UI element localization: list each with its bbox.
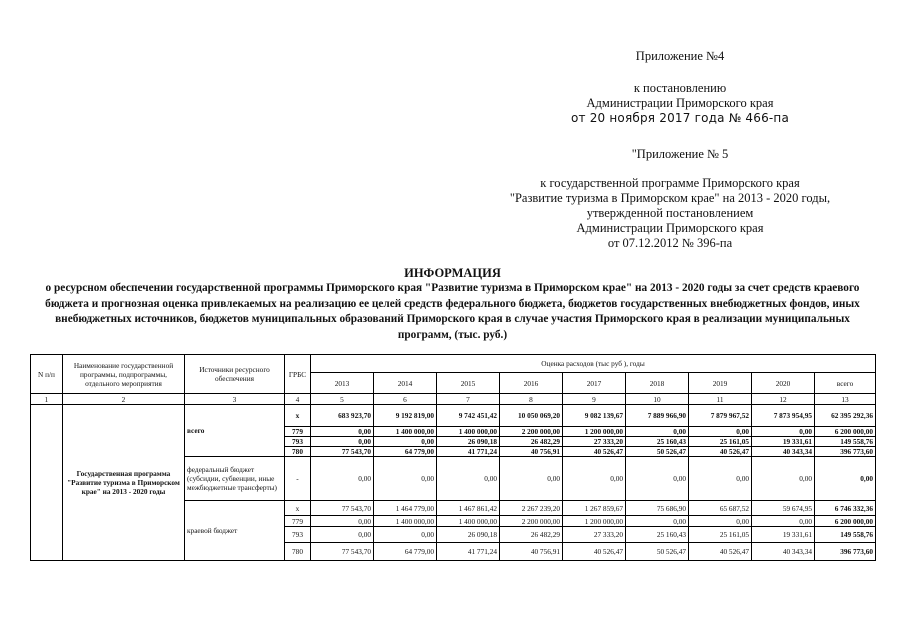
value-cell: 59 674,95 xyxy=(752,501,815,516)
value-cell: 9 742 451,42 xyxy=(437,405,500,427)
value-cell: 2 267 239,20 xyxy=(500,501,563,516)
value-cell: 26 090,18 xyxy=(437,527,500,543)
value-cell: 1 400 000,00 xyxy=(437,516,500,527)
value-cell: 0,00 xyxy=(689,427,752,437)
value-cell: 2 200 000,00 xyxy=(500,516,563,527)
value-cell: 1 467 861,42 xyxy=(437,501,500,516)
value-cell: 0,00 xyxy=(626,427,689,437)
source-federal-cell: федеральный бюджет (субсидии, субвенции, иные межбюджетные трансферты) xyxy=(185,457,285,501)
col-source-header: Источники ресурсного обеспечения xyxy=(185,355,285,394)
column-index-cell: 10 xyxy=(626,394,689,405)
value-cell: 6 200 000,00 xyxy=(815,427,876,437)
column-index-cell: 13 xyxy=(815,394,876,405)
value-cell: 396 773,60 xyxy=(815,543,876,561)
value-cell: 41 771,24 xyxy=(437,447,500,457)
appendix-number: Приложение №4 xyxy=(635,49,725,63)
row-number-cell xyxy=(31,405,63,561)
col-name-header: Наименование государственной программы, подпрограммы, отдельного мероприятия xyxy=(63,355,185,394)
col-num-header: N п/п xyxy=(31,355,63,394)
value-cell: 26 090,18 xyxy=(437,437,500,447)
value-cell: 0,00 xyxy=(311,457,374,501)
value-cell: 77 543,70 xyxy=(311,543,374,561)
value-cell: 0,00 xyxy=(437,457,500,501)
value-cell: 0,00 xyxy=(311,516,374,527)
value-cell: 0,00 xyxy=(311,427,374,437)
approved-by: утвержденной постановлением xyxy=(586,206,754,220)
grbs-cell: x xyxy=(285,501,311,516)
value-cell: 0,00 xyxy=(689,457,752,501)
value-cell: 40 756,91 xyxy=(500,543,563,561)
value-cell: 62 395 292,36 xyxy=(815,405,876,427)
value-cell: 40 526,47 xyxy=(563,543,626,561)
value-cell: 1 200 000,00 xyxy=(563,427,626,437)
value-cell: 9 192 819,00 xyxy=(374,405,437,427)
to-program: к государственной программе Приморского края xyxy=(540,176,800,190)
grbs-cell: 779 xyxy=(285,427,311,437)
grbs-cell: x xyxy=(285,405,311,427)
doc-subtitle: о ресурсном обеспечении государственной программы Приморского края "Развитие туризма в Приморском крае" на 2013 - 2020 годы за счет средств краевого бюджета и прогнозная оценка привлекаемых на реализацию ее целей средств федерального бюджета, бюджетов государственных внебюджетных фондов, иных внебюджетных источников, бюджетов муниципальных образований Приморского края в случае участия Приморского края в реализации муниципальных программ, (тыс. руб.) xyxy=(45,282,860,341)
value-cell: 40 343,34 xyxy=(752,447,815,457)
value-cell: 40 343,34 xyxy=(752,543,815,561)
column-index-cell: 4 xyxy=(285,394,311,405)
value-cell: 0,00 xyxy=(563,457,626,501)
value-cell: 10 050 069,20 xyxy=(500,405,563,427)
value-cell: 1 400 000,00 xyxy=(374,516,437,527)
value-cell: 1 400 000,00 xyxy=(374,427,437,437)
value-cell: 6 746 332,36 xyxy=(815,501,876,516)
value-cell: 0,00 xyxy=(374,437,437,447)
value-cell: 75 686,90 xyxy=(626,501,689,516)
value-cell: 27 333,20 xyxy=(563,527,626,543)
col-estimate-header: Оценка расходов (тыс руб ), годы xyxy=(311,355,876,373)
year-header: 2013 xyxy=(311,373,374,394)
resolution-date2: от 07.12.2012 № 396-па xyxy=(607,236,733,250)
value-cell: 149 558,76 xyxy=(815,437,876,447)
value-cell: 40 526,47 xyxy=(563,447,626,457)
value-cell: 7 889 966,90 xyxy=(626,405,689,427)
year-header: 2018 xyxy=(626,373,689,394)
grbs-cell: 779 xyxy=(285,516,311,527)
value-cell: 2 200 000,00 xyxy=(500,427,563,437)
value-cell: 77 543,70 xyxy=(311,447,374,457)
program-name: "Развитие туризма в Приморском крае" на 2013 - 2020 годы, xyxy=(509,191,831,205)
resolution-date: от 20 ноября 2017 года № 466-па xyxy=(570,111,790,125)
value-cell: 26 482,29 xyxy=(500,527,563,543)
value-cell: 7 879 967,52 xyxy=(689,405,752,427)
value-cell: 25 160,43 xyxy=(626,527,689,543)
to-resolution: к постановлению xyxy=(633,81,727,95)
value-cell: 0,00 xyxy=(311,527,374,543)
column-index-cell: 1 xyxy=(31,394,63,405)
appendix5: "Приложение № 5 xyxy=(631,147,729,161)
grbs-cell: 793 xyxy=(285,527,311,543)
value-cell: 64 779,00 xyxy=(374,543,437,561)
value-cell: 27 333,20 xyxy=(563,437,626,447)
column-index-cell: 9 xyxy=(563,394,626,405)
value-cell: 50 526,47 xyxy=(626,447,689,457)
value-cell: 0,00 xyxy=(752,457,815,501)
year-header: 2016 xyxy=(500,373,563,394)
value-cell: 64 779,00 xyxy=(374,447,437,457)
value-cell: 77 543,70 xyxy=(311,501,374,516)
source-regional-cell: краевой бюджет xyxy=(185,501,285,561)
value-cell: 683 923,70 xyxy=(311,405,374,427)
column-index-cell: 3 xyxy=(185,394,285,405)
value-cell: 0,00 xyxy=(311,437,374,447)
value-cell: 1 464 779,00 xyxy=(374,501,437,516)
column-index-cell: 5 xyxy=(311,394,374,405)
value-cell: 0,00 xyxy=(374,527,437,543)
resource-table xyxy=(30,354,876,561)
program-name-cell: Государственная программа "Развитие туризма в Приморском крае" на 2013 - 2020 годы xyxy=(63,405,185,561)
year-header: 2019 xyxy=(689,373,752,394)
value-cell: 0,00 xyxy=(626,516,689,527)
column-index-cell: 11 xyxy=(689,394,752,405)
value-cell: 26 482,29 xyxy=(500,437,563,447)
value-cell: 0,00 xyxy=(689,516,752,527)
grbs-cell: - xyxy=(285,457,311,501)
value-cell: 40 756,91 xyxy=(500,447,563,457)
year-header: 2015 xyxy=(437,373,500,394)
value-cell: 0,00 xyxy=(626,457,689,501)
total-header: всего xyxy=(815,373,876,394)
value-cell: 0,00 xyxy=(374,457,437,501)
value-cell: 25 161,05 xyxy=(689,437,752,447)
value-cell: 396 773,60 xyxy=(815,447,876,457)
year-header: 2020 xyxy=(752,373,815,394)
value-cell: 40 526,47 xyxy=(689,543,752,561)
value-cell: 9 082 139,67 xyxy=(563,405,626,427)
grbs-cell: 780 xyxy=(285,543,311,561)
value-cell: 65 687,52 xyxy=(689,501,752,516)
value-cell: 41 771,24 xyxy=(437,543,500,561)
value-cell: 19 331,61 xyxy=(752,527,815,543)
source-total-cell: всего xyxy=(185,405,285,457)
index-row xyxy=(31,394,876,405)
doc-title: ИНФОРМАЦИЯ xyxy=(404,266,501,280)
col-grbs-header: ГРБС xyxy=(285,355,311,394)
value-cell: 1 267 859,67 xyxy=(563,501,626,516)
value-cell: 1 200 000,00 xyxy=(563,516,626,527)
year-header: 2014 xyxy=(374,373,437,394)
table-row xyxy=(31,405,876,427)
grbs-cell: 793 xyxy=(285,437,311,447)
value-cell: 50 526,47 xyxy=(626,543,689,561)
value-cell: 25 161,05 xyxy=(689,527,752,543)
value-cell: 19 331,61 xyxy=(752,437,815,447)
column-index-cell: 8 xyxy=(500,394,563,405)
column-index-cell: 2 xyxy=(63,394,185,405)
administration: Администрации Приморского края xyxy=(586,96,774,110)
value-cell: 7 873 954,95 xyxy=(752,405,815,427)
column-index-cell: 6 xyxy=(374,394,437,405)
column-index-cell: 7 xyxy=(437,394,500,405)
value-cell: 40 526,47 xyxy=(689,447,752,457)
value-cell: 0,00 xyxy=(752,427,815,437)
year-header: 2017 xyxy=(563,373,626,394)
title-block xyxy=(30,266,875,343)
column-index-cell: 12 xyxy=(752,394,815,405)
value-cell: 6 200 000,00 xyxy=(815,516,876,527)
value-cell: 1 400 000,00 xyxy=(437,427,500,437)
value-cell: 25 160,43 xyxy=(626,437,689,447)
grbs-cell: 780 xyxy=(285,447,311,457)
value-cell: 0,00 xyxy=(500,457,563,501)
administration2: Администрации Приморского края xyxy=(576,221,764,235)
value-cell: 0,00 xyxy=(752,516,815,527)
value-cell: 0,00 xyxy=(815,457,876,501)
value-cell: 149 558,76 xyxy=(815,527,876,543)
